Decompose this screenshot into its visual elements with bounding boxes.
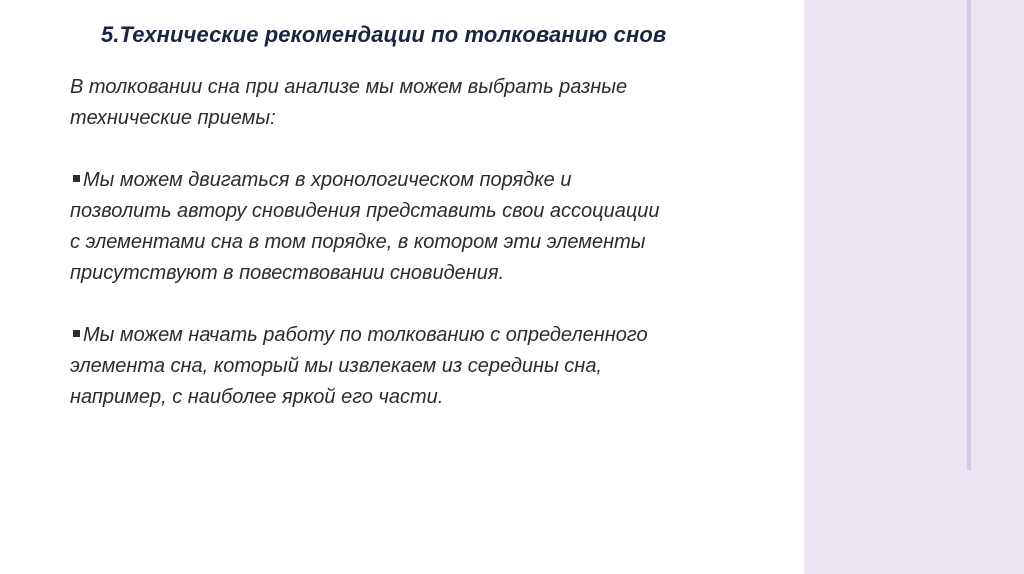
intro-line: В толковании сна при анализе мы можем выбрать разные [70, 76, 628, 98]
slide-title: 5.Технические рекомендации по толкованию снов [101, 22, 667, 47]
bullet-line: присутствуют в повествовании сновидения. [70, 262, 505, 284]
bullet-line: Мы можем начать работу по толкованию с определенного [83, 324, 648, 346]
intro-paragraph [70, 72, 790, 134]
intro-line: технические приемы: [70, 107, 276, 129]
square-bullet-icon [73, 330, 80, 337]
side-decor-line [967, 0, 971, 470]
bullet-line: позволить автору сновидения представить свои ассоциации [70, 200, 660, 222]
side-decor-panel [804, 0, 1024, 574]
bullet-line: элемента сна, который мы извлекаем из середины сна, [70, 355, 602, 377]
bullet-line: например, с наиболее яркой его части. [70, 386, 444, 408]
bullet-item [70, 165, 790, 289]
slide-body [70, 72, 790, 413]
bullet-line: с элементами сна в том порядке, в котором эти элементы [70, 231, 646, 253]
bullet-item [70, 320, 790, 413]
square-bullet-icon [73, 175, 80, 182]
bullet-line: Мы можем двигаться в хронологическом порядке и [83, 169, 572, 191]
